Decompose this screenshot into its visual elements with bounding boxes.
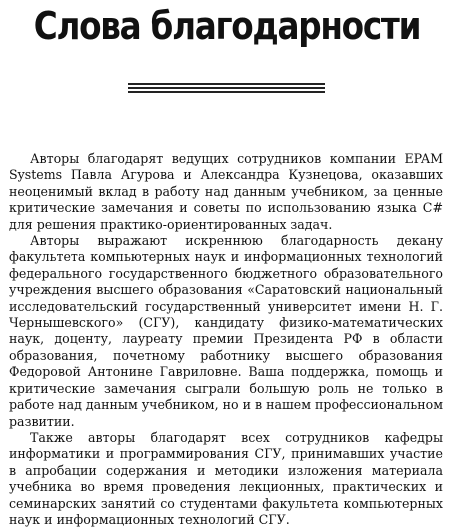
paragraph-epam: Авторы благодарят ведущих сотрудников компании EPAM Systems Павла Агурова и Александра Кузнецова, оказавших неоценимый вклад в работу над данным учебником, за ценные критические замечания и советы по использованию языка C# для решения практико-ориентированных задач. bbox=[9, 151, 443, 232]
divider-line bbox=[128, 83, 325, 85]
title-divider bbox=[128, 83, 325, 95]
page-title: Слова благодарности bbox=[33, 4, 421, 48]
paragraph-dean: Авторы выражают искреннюю благодарность декану факультета компьютерных наук и информационных технологий федерального государственного бюджетного образовательного учреждения высшего образования «Саратовский национальный исследовательский государственный университет имени Н. Г. Чернышевского» (СГУ), кандидату физико-математических наук, доценту, лауреату премии Президента РФ в области образования, почетному работнику высшего образования Федоровой Антонине Гавриловне. Ваша поддержка, помощь и критические замечания сыграли большую роль не только в работе над данным учебником, но и в нашем профессиональном развитии. bbox=[9, 233, 443, 429]
paragraph-department: Также авторы благодарят всех сотрудников кафедры информатики и программирования СГУ, принимавших участие в апробации содержания и методики изложения материала учебника во время проведения лекционных, практических и семинарских занятий со студентами факультета компьютерных наук и информационных технологий СГУ. bbox=[9, 429, 443, 527]
divider-line bbox=[128, 91, 325, 93]
divider-line bbox=[128, 87, 325, 89]
acknowledgements-body bbox=[9, 151, 443, 528]
